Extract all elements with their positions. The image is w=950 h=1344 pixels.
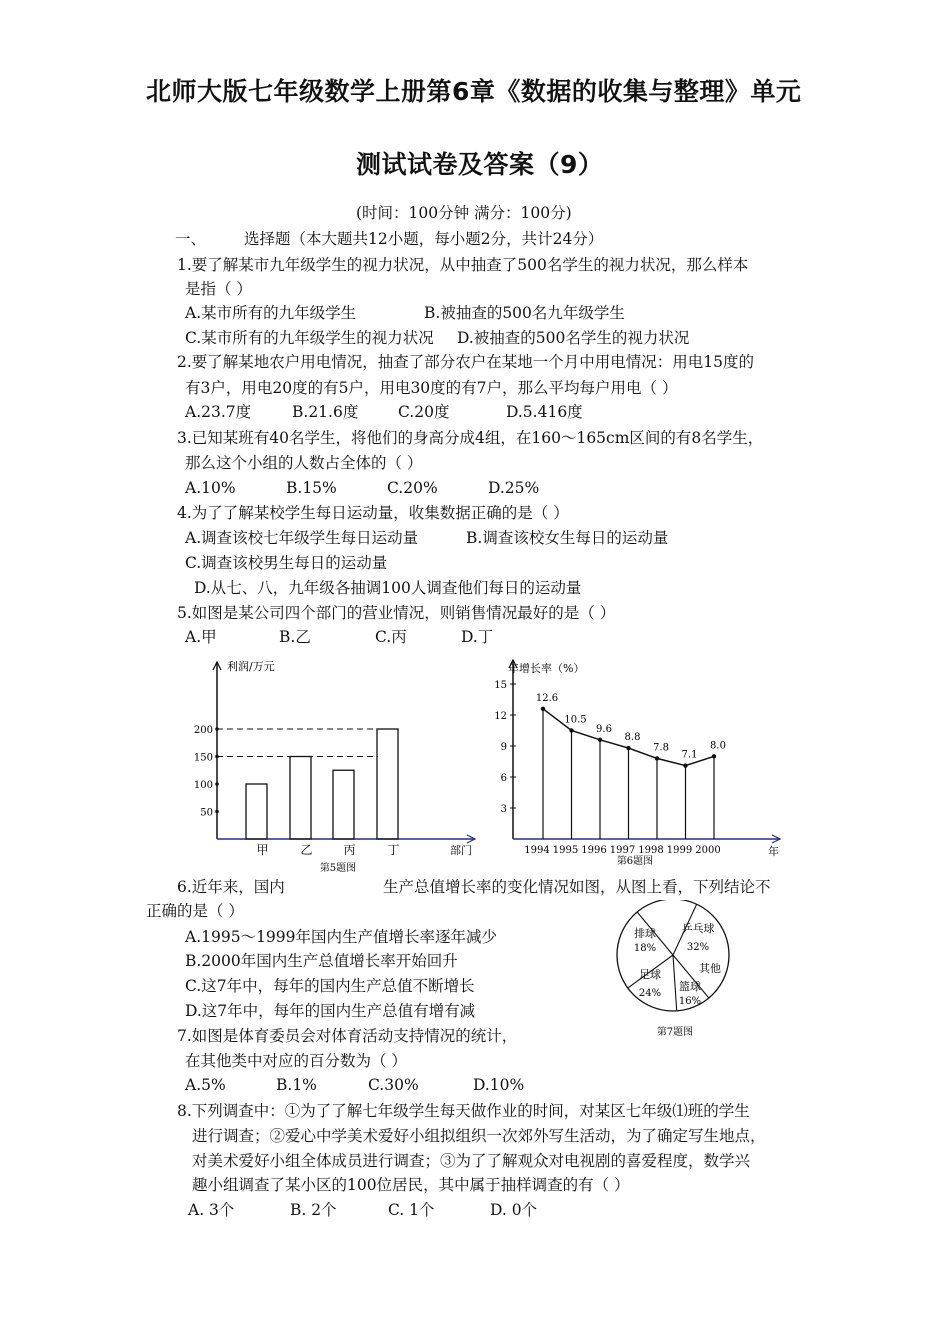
y-tick-label: 50: [200, 807, 213, 819]
chart-caption: 第7题图: [656, 1027, 694, 1038]
q4-option-b: B.调查该校女生每日的运动量: [466, 529, 669, 547]
x-tick-label: 1997: [609, 845, 636, 856]
q6-stem-line1b: 生产总值增长率的变化情况如图，从图上看，下列结论不: [383, 878, 771, 896]
q5-stem: 5.如图是某公司四个部门的营业情况，则销售情况最好的是（ ）: [177, 604, 616, 622]
q1-option-a: A.某市所有的九年级学生: [185, 304, 357, 322]
q2-stem-line1: 2.要了解某地农户用电情况，抽查了部分农户在某地一个月中用电情况：用电15度的: [177, 353, 755, 371]
q8-option-a: A. 3个: [188, 1201, 235, 1219]
q4-option-c: C.调查该校男生每日的运动量: [185, 554, 388, 572]
q6-stem-line2: 正确的是（ ）: [146, 902, 244, 920]
x-tick-label: 1998: [638, 845, 664, 856]
y-tick-label: 150: [193, 752, 213, 764]
q7-option-c: C.30%: [368, 1076, 419, 1094]
q1-stem-line1: 1.要了解某市九年级学生的视力状况，从中抽查了500名学生的视力状况，那么样本: [177, 256, 749, 274]
x-tick-label: 1995: [552, 845, 579, 856]
bar: [333, 770, 354, 839]
q2-option-d: D.5.416度: [506, 403, 583, 421]
q8-stem-line1: 8.下列调查中：①为了了解七年级学生每天做作业的时间，对某区七年级⑴班的学生: [177, 1102, 750, 1120]
y-tick-label: 15: [494, 680, 507, 691]
y-axis-label: 利润/万元: [227, 660, 275, 673]
y-tick-label: 100: [193, 780, 213, 791]
sports-pie-chart: [605, 900, 750, 1040]
q6-option-d: D.这7年中，每年的国内生产总值有增有减: [185, 1002, 476, 1020]
profit-bar-chart: [180, 652, 490, 877]
q6-option-b: B.2000年国内生产总值增长率开始回升: [185, 952, 458, 970]
pie-slice-percent: 24%: [638, 988, 662, 999]
data-label: 7.1: [681, 749, 698, 761]
q8-stem-line3: 对美术爱好小组全体成员进行调查；③为了了解观众对电视剧的喜爱程度，数学兴: [192, 1152, 751, 1170]
pie-slice-name: 其他: [699, 962, 721, 975]
q5-option-c: C.丙: [375, 628, 407, 646]
bar: [377, 729, 398, 839]
q7-option-d: D.10%: [473, 1076, 525, 1094]
x-tick-label: 2000: [695, 845, 721, 856]
data-point: [569, 728, 573, 732]
data-label: 8.0: [710, 740, 726, 752]
q3-option-c: C.20%: [387, 479, 438, 497]
q3-option-b: B.15%: [286, 479, 337, 497]
pie-slice-name: 排球: [634, 927, 656, 940]
y-tick-dot: [215, 782, 219, 786]
page-title-line2: 测试试卷及答案（9）: [356, 150, 604, 179]
section-number: 一、: [175, 230, 207, 248]
data-point: [683, 763, 687, 767]
pie-slice-name: 乒乓球: [681, 922, 715, 935]
y-tick-label: 9: [500, 742, 507, 753]
q6-option-c: C.这7年中，每年的国内生产总值不断增长: [185, 977, 475, 995]
q1-stem-line2: 是指（ ）: [185, 280, 252, 298]
pie-slice-percent: 16%: [678, 996, 702, 1007]
data-point: [541, 707, 545, 711]
q5-option-a: A.甲: [185, 628, 217, 646]
x-tick-label: 1996: [581, 845, 607, 856]
q6-stem-line1a: 6.近年来，国内: [177, 878, 285, 896]
y-tick-label: 3: [500, 804, 507, 815]
pie-slice-name: 足球: [639, 968, 661, 981]
y-tick-label: 6: [500, 773, 507, 784]
x-tick-label: 丁: [387, 843, 400, 857]
q7-option-a: A.5%: [185, 1076, 226, 1094]
q3-stem-line2: 那么这个小组的人数占全体的（ ）: [185, 454, 423, 472]
pie-slice-name: 篮球: [679, 980, 701, 993]
q2-option-a: A.23.7度: [185, 403, 252, 421]
x-axis-label: 部门: [450, 844, 472, 857]
y-tick-label: 200: [193, 725, 213, 736]
q1-option-d: D.被抽查的500名学生的视力状况: [457, 329, 690, 347]
q8-stem-line4: 趣小组调查了某小区的100位居民，其中属于抽样调查的有（ ）: [192, 1176, 630, 1194]
q7-option-b: B.1%: [276, 1076, 317, 1094]
y-tick-label: 12: [494, 711, 507, 722]
data-label: 12.6: [535, 692, 559, 704]
data-label: 8.8: [624, 732, 641, 744]
data-point: [626, 746, 630, 750]
q4-option-a: A.调查该校七年级学生每日运动量: [185, 529, 419, 547]
q8-option-d: D. 0个: [490, 1201, 538, 1219]
q2-option-c: C.20度: [398, 403, 450, 421]
q3-option-a: A.10%: [185, 479, 236, 497]
data-label: 9.6: [596, 723, 612, 735]
q7-stem-line1: 7.如图是体育委员会对体育活动支持情况的统计，: [177, 1027, 518, 1045]
q3-option-d: D.25%: [488, 479, 540, 497]
q2-stem-line2: 有3户，用电20度的有5户，用电30度的有7户，那么平均每户用电（ ）: [185, 379, 678, 397]
data-point: [655, 756, 659, 760]
data-point: [598, 738, 602, 742]
data-point: [712, 754, 716, 758]
time-info: (时间：100分钟 满分：100分): [356, 204, 572, 222]
chart-caption: 第5题图: [319, 863, 357, 874]
q5-option-d: D.丁: [461, 628, 494, 646]
x-axis-label: 年: [768, 845, 779, 858]
pie-slice-divider: [673, 955, 677, 1011]
q2-option-b: B.21.6度: [292, 403, 359, 421]
page-title-line1: 北师大版七年级数学上册第6章《数据的收集与整理》单元: [146, 77, 802, 106]
x-tick-label: 1999: [666, 845, 693, 856]
y-tick-dot: [215, 810, 219, 814]
chart-caption: 第6题图: [616, 856, 654, 867]
growth-rate-line-chart: [485, 652, 795, 877]
q1-option-c: C.某市所有的九年级学生的视力状况: [185, 329, 434, 347]
x-tick-label: 乙: [300, 843, 313, 857]
pie-slice-percent: 18%: [633, 943, 657, 954]
q8-stem-line2: 进行调查；②爱心中学美术爱好小组拟组织一次郊外写生活动，为了确定写生地点，: [192, 1127, 766, 1145]
q4-stem: 4.为了了解某校学生每日运动量，收集数据正确的是（ ）: [177, 504, 569, 522]
y-axis-label: 年增长率（%）: [508, 662, 585, 675]
bar: [290, 757, 311, 840]
q8-option-c: C. 1个: [388, 1201, 435, 1219]
data-label: 10.5: [564, 714, 587, 726]
section-title: 选择题（本大题共12小题，每小题2分，共计24分）: [244, 230, 604, 248]
q4-option-d: D.从七、八，九年级各抽调100人调查他们每日的运动量: [194, 579, 582, 597]
q5-option-b: B.乙: [279, 628, 311, 646]
q7-stem-line2: 在其他类中对应的百分数为（ ）: [185, 1052, 407, 1070]
x-tick-label: 丙: [343, 843, 356, 857]
pie-slice-percent: 32%: [686, 942, 710, 953]
x-tick-label: 1994: [524, 845, 550, 856]
q8-option-b: B. 2个: [290, 1201, 337, 1219]
q6-option-a: A.1995～1999年国内生产值增长率逐年减少: [185, 928, 498, 946]
bar: [246, 784, 267, 839]
q1-option-b: B.被抽查的500名九年级学生: [424, 304, 625, 322]
x-tick-label: 甲: [256, 843, 269, 857]
q3-stem-line1: 3.已知某班有40名学生，将他们的身高分成4组，在160～165cm区间的有8名学生，: [177, 429, 764, 447]
data-label: 7.8: [653, 742, 669, 754]
